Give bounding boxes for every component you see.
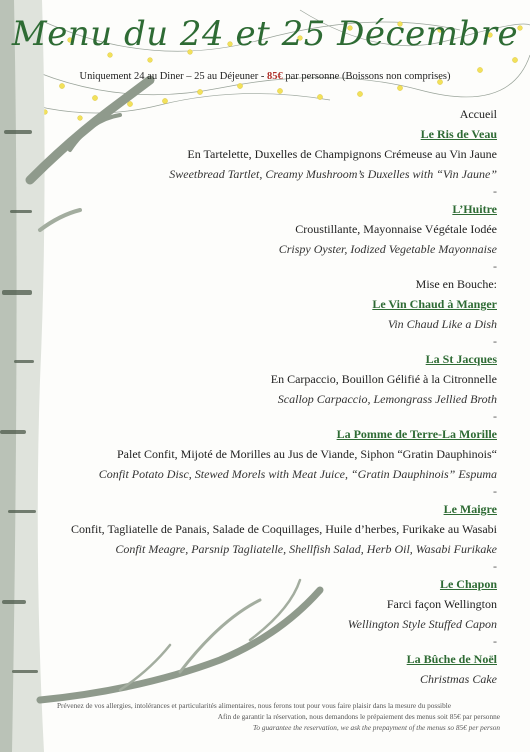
course-description-fr: Farci façon Wellington <box>386 597 497 611</box>
course-title: La Pomme de Terre-La Morille <box>336 427 497 441</box>
footer-notes <box>8 700 500 733</box>
course-separator: - <box>493 259 497 273</box>
service-days: Uniquement 24 au Diner – 25 au Déjeuner - <box>79 71 268 82</box>
course-description-fr: Croustillante, Mayonnaise Végétale Iodée <box>295 222 497 236</box>
course-separator: - <box>493 334 497 348</box>
course-separator: - <box>493 634 497 648</box>
course-description-fr: Confit, Tagliatelle de Panais, Salade de Coquillages, Huile d’herbes, Furikake au Wasabi <box>71 522 497 536</box>
course-separator: - <box>493 184 497 198</box>
allergy-note: Prévenez de vos allergies, intolérances et particularités alimentaires, nous ferons tout pour vous faire plaisir dans la mesure du possible <box>57 701 451 710</box>
course-description-en: Crispy Oyster, Iodized Vegetable Mayonnaise <box>278 242 497 256</box>
course-title: La St Jacques <box>425 352 497 366</box>
course-separator: - <box>493 409 497 423</box>
course-title: Le Maigre <box>443 502 497 516</box>
course-title: Le Chapon <box>439 577 497 591</box>
menu-list <box>27 104 497 689</box>
price-highlight: 85€ <box>267 71 283 82</box>
course-separator: - <box>493 559 497 573</box>
course-description-en: Christmas Cake <box>419 672 497 686</box>
course-title: Le Vin Chaud à Manger <box>372 297 497 311</box>
course-title: L’Huitre <box>452 202 497 216</box>
course-description-en: Wellington Style Stuffed Capon <box>347 617 497 631</box>
page-title: Menu du 24 et 25 Décembre <box>11 14 519 54</box>
accueil-label: Accueil <box>459 107 497 121</box>
service-subtitle <box>0 71 530 82</box>
course-description-en: Confit Potato Disc, Stewed Morels with Meat Juice, “Gratin Dauphinois” Espuma <box>98 467 497 481</box>
mise-en-bouche-label: Mise en Bouche: <box>415 277 497 291</box>
course-description-fr: Palet Confit, Mijoté de Morilles au Jus de Viande, Siphon “Gratin Dauphinois“ <box>116 447 497 461</box>
price-note: par personne (Boissons non comprises) <box>282 71 451 82</box>
course-description-en: Scallop Carpaccio, Lemongrass Jellied Broth <box>277 392 497 406</box>
course-description-fr: En Carpaccio, Bouillon Gélifié à la Citronnelle <box>270 372 497 386</box>
prepayment-note-en: To guarantee the reservation, we ask the prepayment of the menus so 85€ per person <box>252 723 500 732</box>
prepayment-note-fr: Afin de garantir la réservation, nous demandons le prépaiement des menus soit 85€ par personne <box>217 712 500 721</box>
course-title: Le Ris de Veau <box>420 127 497 141</box>
course-separator: - <box>493 484 497 498</box>
course-description-en: Vin Chaud Like a Dish <box>387 317 497 331</box>
course-description-fr: En Tartelette, Duxelles de Champignons Crémeuse au Vin Jaune <box>187 147 497 161</box>
course-description-en: Sweetbread Tartlet, Creamy Mushroom’s Duxelles with “Vin Jaune” <box>169 167 497 181</box>
course-title: La Bûche de Noël <box>406 652 497 666</box>
course-description-en: Confit Meagre, Parsnip Tagliatelle, Shellfish Salad, Herb Oil, Wasabi Furikake <box>115 542 497 556</box>
